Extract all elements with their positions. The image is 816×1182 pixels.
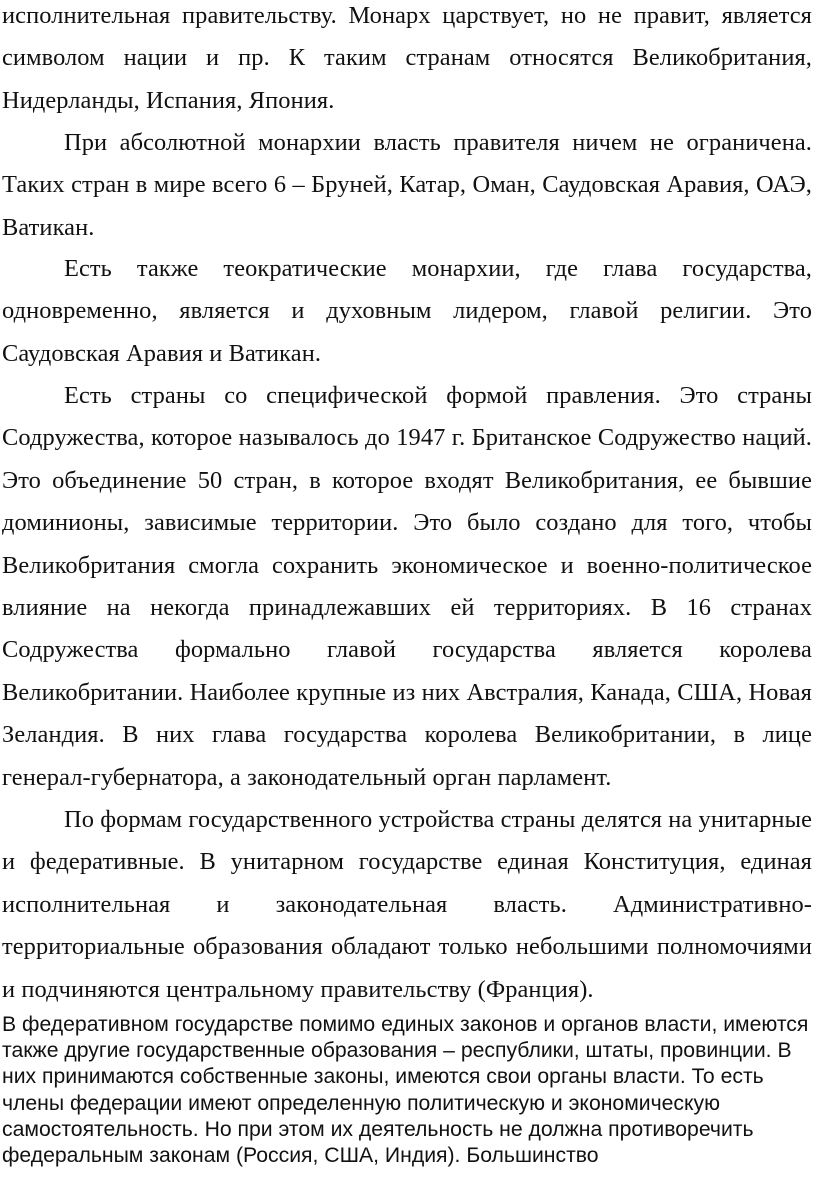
paragraph-absolute-monarchy: При абсолютной монархии власть правителя ничем не ограничена. Таких стран в мире всего 6 – Бруней, Катар, Оман, Саудовская Аравия, ОАЭ, Ватикан. xyxy=(2,129,812,241)
paragraph-constitutional-monarchy-end: исполнительная правительству. Монарх царствует, но не правит, является символом нации и пр. К таким странам относятся Великобритания, Нидерланды, Испания, Япония. xyxy=(2,2,812,114)
paragraph-federal-state: В федеративном государстве помимо единых законов и органов власти, имеются также другие государственные образования – республики, штаты, провинции. В них принимаются собственные законы, имеются свои органы власти. То есть члены федерации имеют определенную политическую и экономическую самостоятельность. Но при этом их деятельность не должна противоречить федеральным законам (Россия, США, Индия). Большинство xyxy=(2,1013,809,1168)
paragraph-theocratic-monarchy: Есть также теократические монархии, где глава государства, одновременно, является и духовным лидером, главой религии. Это Саудовская Аравия и Ватикан. xyxy=(2,255,812,367)
paragraph-commonwealth: Есть страны со специфической формой правления. Это страны Содружества, которое называлось до 1947 г. Британское Содружество наций. Это объединение 50 стран, в которое входят Великобритания, ее бывшие доминионы, зависимые территории. Это было создано для того, чтобы Великобритания смогла сохранить экономическое и военно-политическое влияние на некогда принадлежавших ей территориях. В 16 странах Содружества формально главой государства является королева Великобритании. Наиболее крупные из них Австралия, Канада, США, Новая Зеландия. В них глава государства королева Великобритании, в лице генерал-губернатора, а законодательный орган парламент. xyxy=(2,382,812,791)
paragraph-unitary-state: По формам государственного устройства страны делятся на унитарные и федеративные. В унитарном государстве единая Конституция, единая исполнительная и законодательная власть. Административно-территориальные образования обладают только небольшими полномочиями и подчиняются центральному правительству (Франция). xyxy=(2,806,812,1003)
